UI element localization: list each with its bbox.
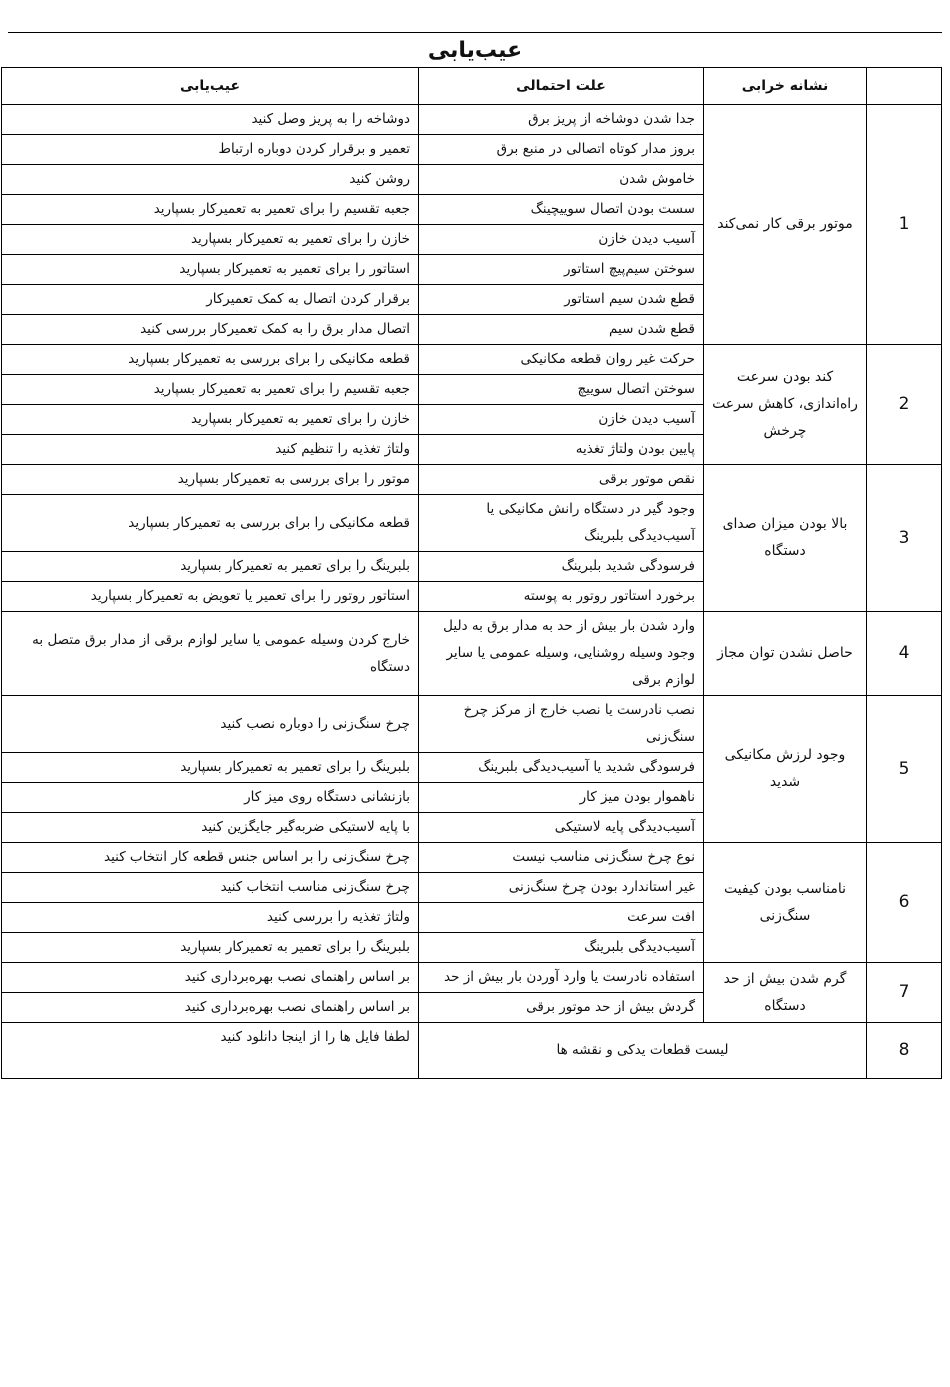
table-row [2, 105, 942, 135]
symptom-cell: وجود لرزش مکانیکی شدید [704, 696, 867, 843]
cause-cell: افت سرعت [419, 903, 704, 933]
cause-cell: سوختن سیم‌پیچ استاتور [419, 255, 704, 285]
fix-cell: با پایه لاستیکی ضربه‌گیر جایگزین کنید [2, 813, 419, 843]
table-body [2, 105, 942, 1079]
cause-cell: وجود گیر در دستگاه رانش مکانیکی یا آسیب‌دیدگی بلبرینگ [419, 495, 704, 552]
cause-cell: آسیب دیدن خازن [419, 225, 704, 255]
header-number [867, 68, 942, 105]
fix-cell: بازنشانی دستگاه روی میز کار [2, 783, 419, 813]
table-row [2, 345, 942, 375]
fix-cell: ولتاژ تغذیه را بررسی کنید [2, 903, 419, 933]
row-number: 7 [867, 963, 942, 1023]
fix-cell: چرخ سنگ‌زنی را بر اساس جنس قطعه کار انتخاب کنید [2, 843, 419, 873]
row-number: 1 [867, 105, 942, 345]
symptom-cell: نامناسب بودن کیفیت سنگ‌زنی [704, 843, 867, 963]
fix-cell: ولتاژ تغذیه را تنظیم کنید [2, 435, 419, 465]
fix-cell: خازن را برای تعمیر به تعمیرکار بسپارید [2, 225, 419, 255]
cause-cell: آسیب دیدن خازن [419, 405, 704, 435]
table-row [2, 465, 942, 495]
fix-cell: بر اساس راهنمای نصب بهره‌برداری کنید [2, 993, 419, 1023]
cause-cell: سوختن اتصال سوییچ [419, 375, 704, 405]
cause-cell: بروز مدار کوتاه اتصالی در منبع برق [419, 135, 704, 165]
cause-cell: وارد شدن بار بیش از حد به مدار برق به دلیل وجود وسیله روشنایی، وسیله عمومی یا سایر لوازم برقی [419, 612, 704, 696]
cause-cell: نوع چرخ سنگ‌زنی مناسب نیست [419, 843, 704, 873]
top-rule [8, 32, 942, 33]
fix-cell: موتور را برای بررسی به تعمیرکار بسپارید [2, 465, 419, 495]
fix-cell: جعبه تقسیم را برای تعمیر به تعمیرکار بسپارید [2, 375, 419, 405]
fix-cell: قطعه مکانیکی را برای بررسی به تعمیرکار بسپارید [2, 495, 419, 552]
fix-cell: قطعه مکانیکی را برای بررسی به تعمیرکار بسپارید [2, 345, 419, 375]
row-number: 5 [867, 696, 942, 843]
fix-cell: استاتور روتور را برای تعمیر یا تعویض به تعمیرکار بسپارید [2, 582, 419, 612]
cause-cell: غیر استاندارد بودن چرخ سنگ‌زنی [419, 873, 704, 903]
cause-cell: آسیب‌دیدگی بلبرینگ [419, 933, 704, 963]
fix-cell: روشن کنید [2, 165, 419, 195]
cause-cell: حرکت غیر روان قطعه مکانیکی [419, 345, 704, 375]
symptom-cell: گرم شدن بیش از حد دستگاه [704, 963, 867, 1023]
symptom-cell: حاصل نشدن توان مجاز [704, 612, 867, 696]
fix-cell: خازن را برای تعمیر به تعمیرکار بسپارید [2, 405, 419, 435]
cause-cell: استفاده نادرست یا وارد آوردن بار بیش از حد [419, 963, 704, 993]
fix-cell: تعمیر و برقرار کردن دوباره ارتباط [2, 135, 419, 165]
fix-cell: اتصال مدار برق را به کمک تعمیرکار بررسی کنید [2, 315, 419, 345]
fix-cell: دوشاخه را به پریز وصل کنید [2, 105, 419, 135]
cause-cell: آسیب‌دیدگی پایه لاستیکی [419, 813, 704, 843]
download-note: لطفا فایل ها را از اینجا دانلود کنید [2, 1023, 419, 1079]
cause-cell: گردش بیش از حد موتور برقی [419, 993, 704, 1023]
spare-parts-label: لیست قطعات یدکی و نقشه ها [419, 1023, 867, 1079]
table-row [2, 696, 942, 753]
fix-cell: بلبرینگ را برای تعمیر به تعمیرکار بسپارید [2, 552, 419, 582]
cause-cell: نصب نادرست یا نصب خارج از مرکز چرخ سنگ‌زنی [419, 696, 704, 753]
cause-cell: نقص موتور برقی [419, 465, 704, 495]
fix-cell: جعبه تقسیم را برای تعمیر به تعمیرکار بسپارید [2, 195, 419, 225]
cause-cell: خاموش شدن [419, 165, 704, 195]
fix-cell: بلبرینگ را برای تعمیر به تعمیرکار بسپارید [2, 933, 419, 963]
fix-cell: برقرار کردن اتصال به کمک تعمیرکار [2, 285, 419, 315]
cause-cell: برخورد استاتور روتور به پوسته [419, 582, 704, 612]
table-row [2, 843, 942, 873]
cause-cell: جدا شدن دوشاخه از پریز برق [419, 105, 704, 135]
page-title: عیب‌یابی [427, 38, 523, 63]
row-number: 4 [867, 612, 942, 696]
cause-cell: قطع شدن سیم [419, 315, 704, 345]
row-number: 6 [867, 843, 942, 963]
symptom-cell: بالا بودن میزان صدای دستگاه [704, 465, 867, 612]
fix-cell: استاتور را برای تعمیر به تعمیرکار بسپارید [2, 255, 419, 285]
fix-cell: بر اساس راهنمای نصب بهره‌برداری کنید [2, 963, 419, 993]
fix-cell: چرخ سنگ‌زنی مناسب انتخاب کنید [2, 873, 419, 903]
fix-cell: خارج کردن وسیله عمومی یا سایر لوازم برقی از مدار برق متصل به دستگاه [2, 612, 419, 696]
header-fix: عیب‌یابی [2, 68, 419, 105]
row-number: 3 [867, 465, 942, 612]
row-number: 2 [867, 345, 942, 465]
header-symptom: نشانه خرابی [704, 68, 867, 105]
header-row [2, 68, 942, 105]
troubleshooting-table [1, 67, 942, 1079]
row-number: 8 [867, 1023, 942, 1079]
cause-cell: سست بودن اتصال سوییچینگ [419, 195, 704, 225]
fix-cell: بلبرینگ را برای تعمیر به تعمیرکار بسپارید [2, 753, 419, 783]
cause-cell: قطع شدن سیم استاتور [419, 285, 704, 315]
symptom-cell: موتور برقی کار نمی‌کند [704, 105, 867, 345]
cause-cell: فرسودگی شدید بلبرینگ [419, 552, 704, 582]
cause-cell: فرسودگی شدید یا آسیب‌دیدگی بلبرینگ [419, 753, 704, 783]
fix-cell: چرخ سنگ‌زنی را دوباره نصب کنید [2, 696, 419, 753]
symptom-cell: کند بودن سرعت راه‌اندازی، کاهش سرعت چرخش [704, 345, 867, 465]
header-cause: علت احتمالی [419, 68, 704, 105]
table-row [2, 612, 942, 696]
cause-cell: پایین بودن ولتاژ تغذیه [419, 435, 704, 465]
table-row [2, 1023, 942, 1079]
cause-cell: ناهموار بودن میز کار [419, 783, 704, 813]
table-row [2, 963, 942, 993]
